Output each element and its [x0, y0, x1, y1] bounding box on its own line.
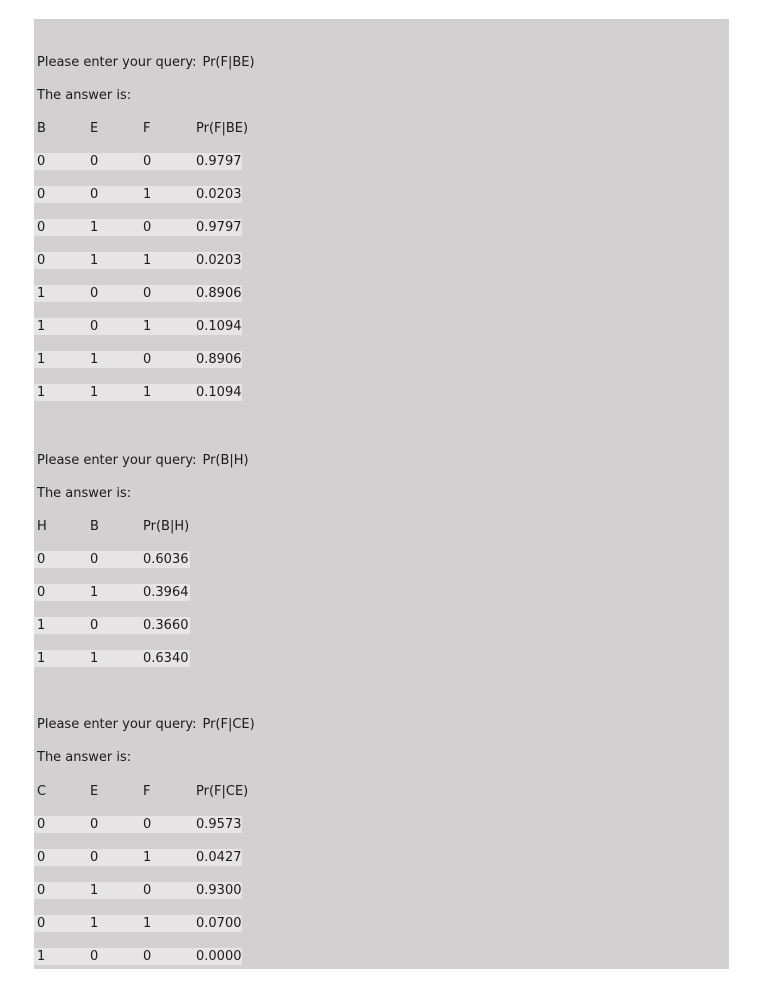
- table-row: [34, 551, 190, 568]
- column-header: F: [143, 784, 151, 799]
- table-row: [34, 584, 190, 601]
- table-cell: 0.0427: [196, 850, 242, 865]
- column-header: Pr(B|H): [143, 519, 190, 534]
- table-cell: 0: [90, 817, 99, 832]
- table-cell: 0: [90, 187, 99, 202]
- table-cell: 1: [90, 883, 99, 898]
- table-cell: 1: [90, 916, 99, 931]
- table-cell: 1: [143, 187, 152, 202]
- table-cell: 0: [37, 187, 46, 202]
- column-header: E: [90, 784, 99, 799]
- table-cell: 0.6036: [143, 552, 189, 567]
- table-cell: 0: [37, 585, 46, 600]
- query-prompt-label: Please enter your query:: [37, 717, 197, 732]
- table-cell: 1: [37, 949, 46, 964]
- table-row: [34, 849, 242, 866]
- table-header-row: [34, 783, 249, 800]
- table-cell: 1: [37, 618, 46, 633]
- table-row: [34, 351, 242, 368]
- column-header: B: [37, 121, 46, 136]
- table-cell: 1: [143, 850, 152, 865]
- table-cell: 0.3964: [143, 585, 189, 600]
- column-header: E: [90, 121, 99, 136]
- table-cell: 0.0203: [196, 187, 242, 202]
- table-cell: 0: [143, 352, 152, 367]
- table-cell: 0.3660: [143, 618, 189, 633]
- table-header-row: [34, 120, 249, 137]
- table-cell: 0: [37, 154, 46, 169]
- table-cell: 0: [37, 883, 46, 898]
- table-cell: 0: [37, 552, 46, 567]
- answer-label: The answer is:: [37, 486, 132, 501]
- table-cell: 1: [37, 651, 46, 666]
- table-cell: 1: [37, 352, 46, 367]
- console-output: [34, 19, 729, 969]
- table-cell: 1: [90, 220, 99, 235]
- table-cell: 0: [37, 916, 46, 931]
- column-header: C: [37, 784, 47, 799]
- table-cell: 0: [37, 220, 46, 235]
- table-cell: 0: [37, 817, 46, 832]
- table-cell: 1: [37, 286, 46, 301]
- table-row: [34, 186, 242, 203]
- table-cell: 0.9573: [196, 817, 242, 832]
- table-cell: 0: [143, 286, 152, 301]
- table-cell: 0.8906: [196, 286, 242, 301]
- table-cell: 0: [90, 286, 99, 301]
- table-cell: 1: [143, 253, 152, 268]
- table-cell: 1: [90, 651, 99, 666]
- table-cell: 0.8906: [196, 352, 242, 367]
- table-cell: 0: [90, 154, 99, 169]
- query-prompt-label: Please enter your query:: [37, 453, 197, 468]
- table-row: [34, 285, 242, 302]
- query-value: Pr(F|BE): [202, 55, 255, 70]
- table-cell: 0.1094: [196, 385, 242, 400]
- table-cell: 1: [37, 319, 46, 334]
- column-header: Pr(F|CE): [196, 784, 249, 799]
- table-cell: 1: [90, 385, 99, 400]
- table-row: [34, 617, 190, 634]
- table-cell: 0: [143, 154, 152, 169]
- table-cell: 0: [143, 817, 152, 832]
- table-cell: 0: [37, 253, 46, 268]
- table-row: [34, 219, 242, 236]
- table-cell: 0.0203: [196, 253, 242, 268]
- table-row: [34, 948, 242, 965]
- answer-label: The answer is:: [37, 88, 132, 103]
- table-row: [34, 252, 242, 269]
- table-cell: 0: [143, 949, 152, 964]
- table-row: [34, 384, 242, 401]
- table-cell: 1: [90, 253, 99, 268]
- table-cell: 1: [90, 352, 99, 367]
- query-prompt-line: [37, 453, 249, 469]
- table-row: [34, 153, 242, 170]
- table-cell: 0.0700: [196, 916, 242, 931]
- table-cell: 0: [90, 319, 99, 334]
- table-cell: 0.1094: [196, 319, 242, 334]
- column-header: Pr(F|BE): [196, 121, 249, 136]
- answer-label: The answer is:: [37, 750, 132, 765]
- table-row: [34, 915, 242, 932]
- column-header: B: [90, 519, 99, 534]
- table-cell: 1: [37, 385, 46, 400]
- table-row: [34, 650, 190, 667]
- table-cell: 1: [143, 385, 152, 400]
- table-cell: 1: [90, 585, 99, 600]
- table-cell: 0.9300: [196, 883, 242, 898]
- table-cell: 0: [90, 850, 99, 865]
- table-cell: 0.6340: [143, 651, 189, 666]
- table-cell: 0: [37, 850, 46, 865]
- table-cell: 1: [143, 319, 152, 334]
- table-cell: 0: [143, 883, 152, 898]
- table-row: [34, 816, 242, 833]
- table-cell: 0: [90, 552, 99, 567]
- column-header: H: [37, 519, 47, 534]
- table-cell: 0.9797: [196, 154, 242, 169]
- query-prompt-line: [37, 55, 255, 71]
- table-cell: 0.9797: [196, 220, 242, 235]
- table-cell: 0: [90, 949, 99, 964]
- query-value: Pr(B|H): [202, 453, 249, 468]
- table-cell: 0.0000: [196, 949, 242, 964]
- query-prompt-line: [37, 717, 255, 733]
- query-value: Pr(F|CE): [202, 717, 255, 732]
- table-header-row: [34, 518, 190, 535]
- table-cell: 1: [143, 916, 152, 931]
- table-row: [34, 318, 242, 335]
- table-cell: 0: [143, 220, 152, 235]
- query-prompt-label: Please enter your query:: [37, 55, 197, 70]
- table-cell: 0: [90, 618, 99, 633]
- table-row: [34, 882, 242, 899]
- column-header: F: [143, 121, 151, 136]
